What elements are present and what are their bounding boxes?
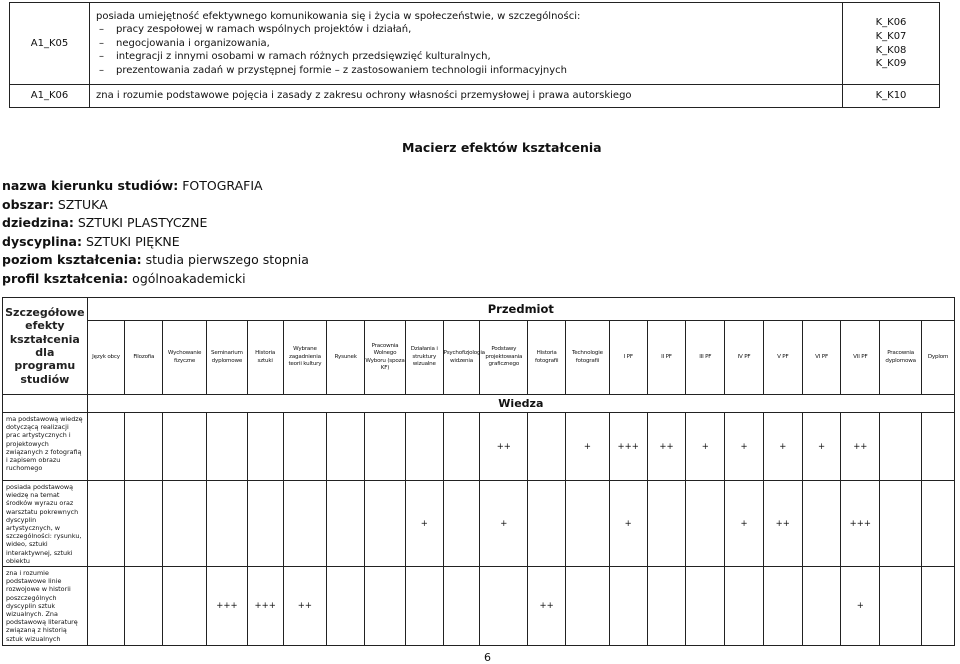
contribution-mark (163, 567, 207, 646)
metadata-label: profil kształcenia: (2, 270, 129, 286)
contribution-mark: + (566, 413, 610, 481)
effects-table-body (10, 3, 940, 108)
effect-list-item: – negocjowania i organizowania, (96, 37, 836, 51)
contribution-mark (283, 413, 327, 481)
contribution-mark (405, 567, 443, 646)
course-header: IV PF (725, 321, 764, 395)
course-header: Historia sztuki (247, 321, 283, 395)
course-header: Podstawy projektowania graficznego (480, 321, 528, 395)
effect-code: A1_K05 (10, 3, 90, 85)
metadata-value: SZTUKI PLASTYCZNE (77, 215, 208, 231)
course-header: Wychowanie fizyczne (163, 321, 207, 395)
contribution-mark: ++ (647, 413, 686, 481)
contribution-mark (87, 567, 125, 646)
contribution-mark: ++ (528, 567, 566, 646)
reference-code: K_K07 (875, 30, 907, 42)
contribution-mark (207, 481, 248, 567)
contribution-mark (125, 413, 163, 481)
contribution-mark (207, 413, 248, 481)
metadata-row (2, 233, 309, 252)
course-header: Psychofizjologia widzenia (443, 321, 480, 395)
metadata-label: dyscyplina: (2, 233, 82, 249)
contribution-mark (365, 413, 406, 481)
effects-column-header: Szczegółowe efekty kształcenia dla programu studiów (3, 298, 88, 395)
contribution-mark (365, 567, 406, 646)
reference-code: K_K08 (875, 44, 907, 56)
contribution-mark: + (405, 481, 443, 567)
przedmiot-header: Przedmiot (87, 298, 954, 321)
contribution-mark (763, 567, 802, 646)
section-header-wiedza: Wiedza (87, 395, 954, 413)
matrix-title: Macierz efektów kształcenia (402, 140, 602, 155)
effect-text-cell: posiada podstawową wiedzę na temat środków wyrazu oraz warsztatu pokrewnych dyscyplin artystycznych, w szczególności: rysunku, wideo, sztuki interaktywnej, sztuki obiektu (3, 481, 88, 567)
contribution-mark (443, 567, 480, 646)
course-header: Historia fotografii (528, 321, 566, 395)
metadata-row (2, 214, 309, 233)
contribution-mark (443, 413, 480, 481)
contribution-mark (247, 481, 283, 567)
contribution-mark (163, 413, 207, 481)
contribution-mark (125, 481, 163, 567)
effects-matrix (2, 297, 955, 646)
contribution-mark (327, 567, 365, 646)
course-header: Filozofia (125, 321, 163, 395)
metadata-label: dziedzina: (2, 215, 74, 231)
metadata-label: poziom kształcenia: (2, 252, 142, 268)
metadata-row (2, 270, 309, 289)
contribution-mark: +++ (247, 567, 283, 646)
contribution-mark (125, 567, 163, 646)
metadata-label: nazwa kierunku studiów: (2, 178, 179, 193)
reference-code: K_K09 (875, 58, 907, 70)
course-header: Pracownia Wolnego Wyboru (spoza KF) (365, 321, 406, 395)
contribution-mark (528, 413, 566, 481)
course-header: Technologie fotografii (566, 321, 610, 395)
effect-code: A1_K06 (10, 85, 90, 108)
contribution-mark: ++ (841, 413, 880, 481)
effect-list-item: – pracy zespołowej w ramach wspólnych projektów i działań, (96, 23, 836, 37)
contribution-mark (87, 481, 125, 567)
effect-list-item: – prezentowania zadań w przystępnej formie – z zastosowaniem technologii informacyjnych (96, 64, 836, 78)
course-header: Wybrane zagadnienia teorii kultury (283, 321, 327, 395)
contribution-mark (283, 481, 327, 567)
contribution-mark: + (802, 413, 841, 481)
course-header: III PF (686, 321, 725, 395)
contribution-mark: + (609, 481, 647, 567)
effect-row (10, 3, 940, 85)
contribution-mark: + (725, 413, 764, 481)
contribution-mark (880, 481, 922, 567)
effect-description (90, 3, 843, 85)
course-header: VII PF (841, 321, 880, 395)
contribution-mark (880, 413, 922, 481)
course-header: Działania i struktury wizualne (405, 321, 443, 395)
contribution-mark (365, 481, 406, 567)
matrix-row (3, 567, 955, 646)
contribution-mark (922, 481, 955, 567)
section-row (3, 395, 955, 413)
effect-item-list (96, 23, 836, 77)
contribution-mark (87, 413, 125, 481)
contribution-mark: + (480, 481, 528, 567)
contribution-mark: + (686, 413, 725, 481)
course-header: Język obcy (87, 321, 125, 395)
course-header: Seminarium dyplomowe (207, 321, 248, 395)
contribution-mark: +++ (841, 481, 880, 567)
contribution-mark (566, 567, 610, 646)
contribution-mark (405, 413, 443, 481)
contribution-mark (247, 413, 283, 481)
contribution-mark: +++ (609, 413, 647, 481)
contribution-mark (802, 567, 841, 646)
section-spacer-cell (3, 395, 88, 413)
contribution-mark (480, 567, 528, 646)
course-header: VI PF (802, 321, 841, 395)
metadata-row (2, 251, 309, 270)
contribution-mark: ++ (480, 413, 528, 481)
effect-references (843, 85, 940, 108)
contribution-mark (880, 567, 922, 646)
effect-description (90, 85, 843, 108)
contribution-mark (647, 481, 686, 567)
metadata-value: FOTOGRAFIA (182, 178, 263, 193)
contribution-mark: + (725, 481, 764, 567)
contribution-mark: +++ (207, 567, 248, 646)
metadata-value: ogólnoakademicki (132, 270, 246, 286)
contribution-mark: + (763, 413, 802, 481)
course-header: Pracownia dyplomowa (880, 321, 922, 395)
effect-text-cell: ma podstawową wiedzę dotyczącą realizacji prac artystycznych i projektowych związanych z fotografią i zapisem obrazu ruchomego (3, 413, 88, 481)
metadata-label: obszar: (2, 196, 54, 212)
effects-table (9, 2, 940, 108)
matrix-row (3, 481, 955, 567)
study-metadata (2, 177, 309, 289)
page-number: 6 (484, 651, 491, 664)
contribution-mark: + (841, 567, 880, 646)
metadata-value: SZTUKA (57, 196, 108, 212)
contribution-mark (163, 481, 207, 567)
contribution-mark (647, 567, 686, 646)
contribution-mark (327, 481, 365, 567)
contribution-mark: ++ (763, 481, 802, 567)
contribution-mark: ++ (283, 567, 327, 646)
contribution-mark (327, 413, 365, 481)
course-header: I PF (609, 321, 647, 395)
contribution-mark (922, 567, 955, 646)
contribution-mark (686, 481, 725, 567)
effect-list-item: – integracji z innymi osobami w ramach różnych przedsięwzięć kulturalnych, (96, 50, 836, 64)
effect-intro: posiada umiejętność efektywnego komunikowania się i życia w społeczeństwie, w szczególności: (96, 10, 581, 22)
contribution-mark (686, 567, 725, 646)
effect-row (10, 85, 940, 108)
course-header: V PF (763, 321, 802, 395)
course-header: Dyplom (922, 321, 955, 395)
contribution-mark (566, 481, 610, 567)
reference-code: K_K06 (875, 17, 907, 29)
contribution-mark (922, 413, 955, 481)
course-header: II PF (647, 321, 686, 395)
contribution-mark (528, 481, 566, 567)
metadata-value: SZTUKI PIĘKNE (85, 233, 180, 249)
matrix-row (3, 413, 955, 481)
contribution-mark (725, 567, 764, 646)
matrix-body (3, 395, 955, 646)
course-header-row (3, 321, 955, 395)
contribution-mark (443, 481, 480, 567)
contribution-mark (802, 481, 841, 567)
course-header: Rysunek (327, 321, 365, 395)
contribution-mark (609, 567, 647, 646)
effect-references (843, 3, 940, 85)
metadata-value: studia pierwszego stopnia (145, 252, 309, 268)
effect-text-cell: zna i rozumie podstawowe linie rozwojowe w historii poszczególnych dyscyplin sztuk wizualnych. Zna podstawową literaturę związaną z historią sztuk wizualnych (3, 567, 88, 646)
metadata-row (2, 196, 309, 215)
effect-intro: zna i rozumie podstawowe pojęcia i zasady z zakresu ochrony własności przemysłowej i prawa autorskiego (96, 90, 632, 101)
reference-code: K_K10 (875, 90, 907, 101)
metadata-row (2, 177, 309, 196)
